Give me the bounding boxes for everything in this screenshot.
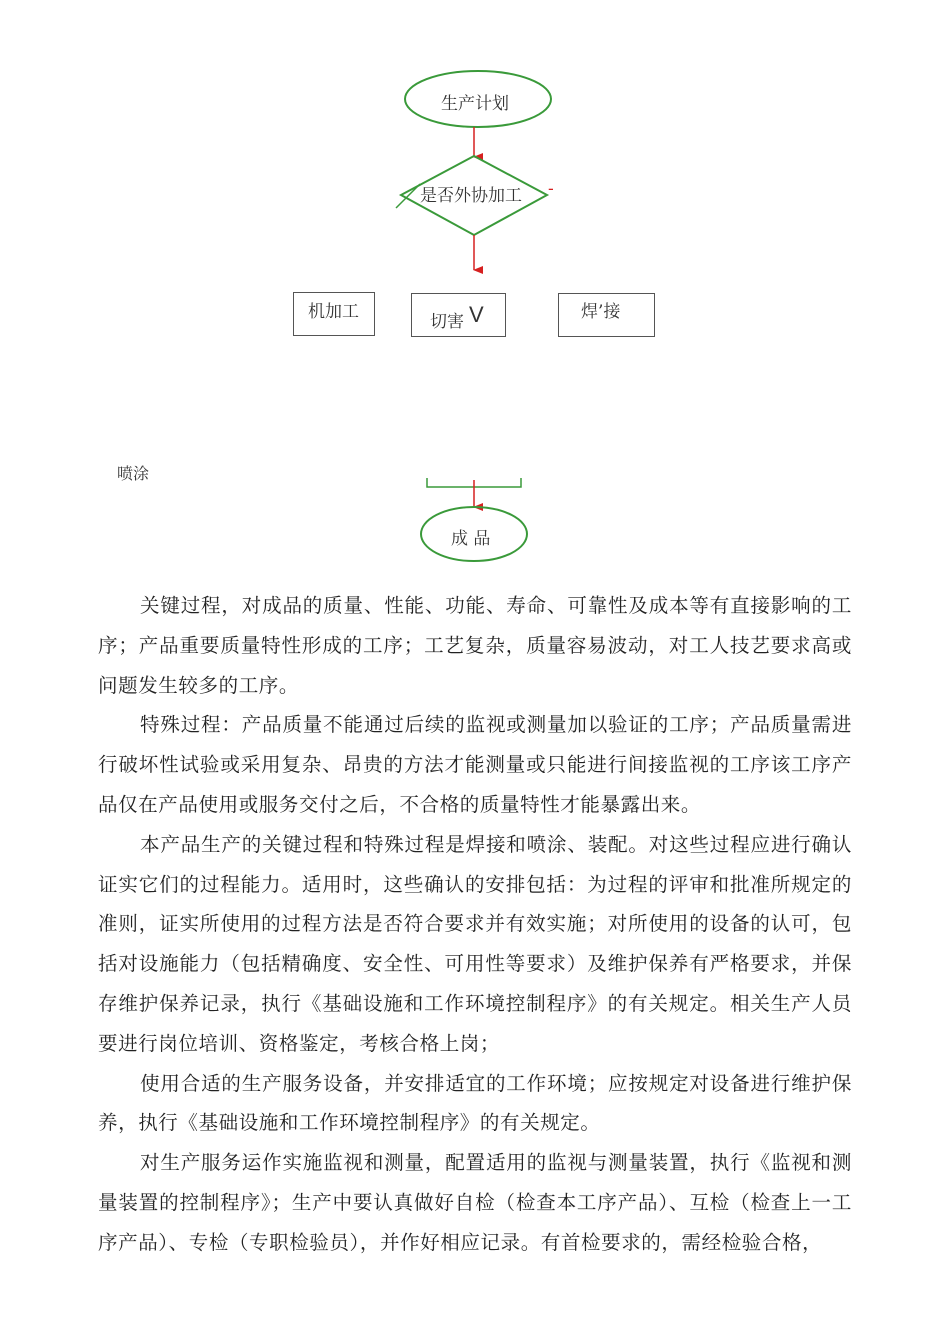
side-label-spraying: 喷涂 — [117, 464, 150, 483]
paragraph-equipment: 使用合适的生产服务设备，并安排适宜的工作环境；应按规定对设备进行维护保养，执行《基础设施和工作环境控制程序》的有关规定。 — [98, 1071, 852, 1135]
process-box-machining — [293, 292, 375, 336]
start-node-label: 生产计划 — [441, 94, 509, 114]
paragraph-monitoring: 对生产服务运作实施监视和测量，配置适用的监视与测量装置，执行《监视和测量装置的控制程序》；生产中要认真做好自检（检查本工序产品）、互检（检查上一工序产品）、专检（专职检验员），并作好相应记录。有首检要求的，需经检验合格， — [98, 1151, 852, 1254]
process-box-label: 机加工 — [308, 302, 359, 322]
decision-dash: - — [548, 179, 554, 199]
decision-node-label: 是否外协加工 — [420, 186, 522, 206]
process-box-cutting — [411, 293, 506, 337]
process-box-suffix: V — [469, 302, 484, 327]
paragraph-process-confirmation: 本产品生产的关键过程和特殊过程是焊接和喷涂、装配。对这些过程应进行确认证实它们的过程能力。适用时，这些确认的安排包括：为过程的评审和批准所规定的准则，证实所使用的过程方法是否符合要求并有效实施；对所使用的设备的认可，包括对设施能力（包括精确度、安全性、可用性等要求）及维护保养有严格要求，并保存维护保养记录，执行《基础设施和工作环境控制程序》的有关规定。相关生产人员要进行岗位培训、资格鉴定，考核合格上岗； — [98, 832, 852, 1055]
document-body — [98, 586, 852, 1263]
end-node-label: 成 品 — [451, 529, 491, 549]
paragraph-special-process: 特殊过程：产品质量不能通过后续的监视或测量加以验证的工序；产品质量需进行破坏性试验或采用复杂、昂贵的方法才能测量或只能进行间接监视的工序该工序产品仅在产品使用或服务交付之后，不合格的质量特性才能暴露出来。 — [98, 713, 852, 816]
process-box-welding — [558, 293, 655, 337]
process-box-label: 切害 — [430, 312, 464, 332]
paragraph-key-process: 关键过程，对成品的质量、性能、功能、寿命、可靠性及成本等有直接影响的工序；产品重要质量特性形成的工序；工艺复杂，质量容易波动，对工人技艺要求高或问题发生较多的工序。 — [98, 594, 852, 697]
process-box-label: 焊’接 — [581, 302, 621, 322]
